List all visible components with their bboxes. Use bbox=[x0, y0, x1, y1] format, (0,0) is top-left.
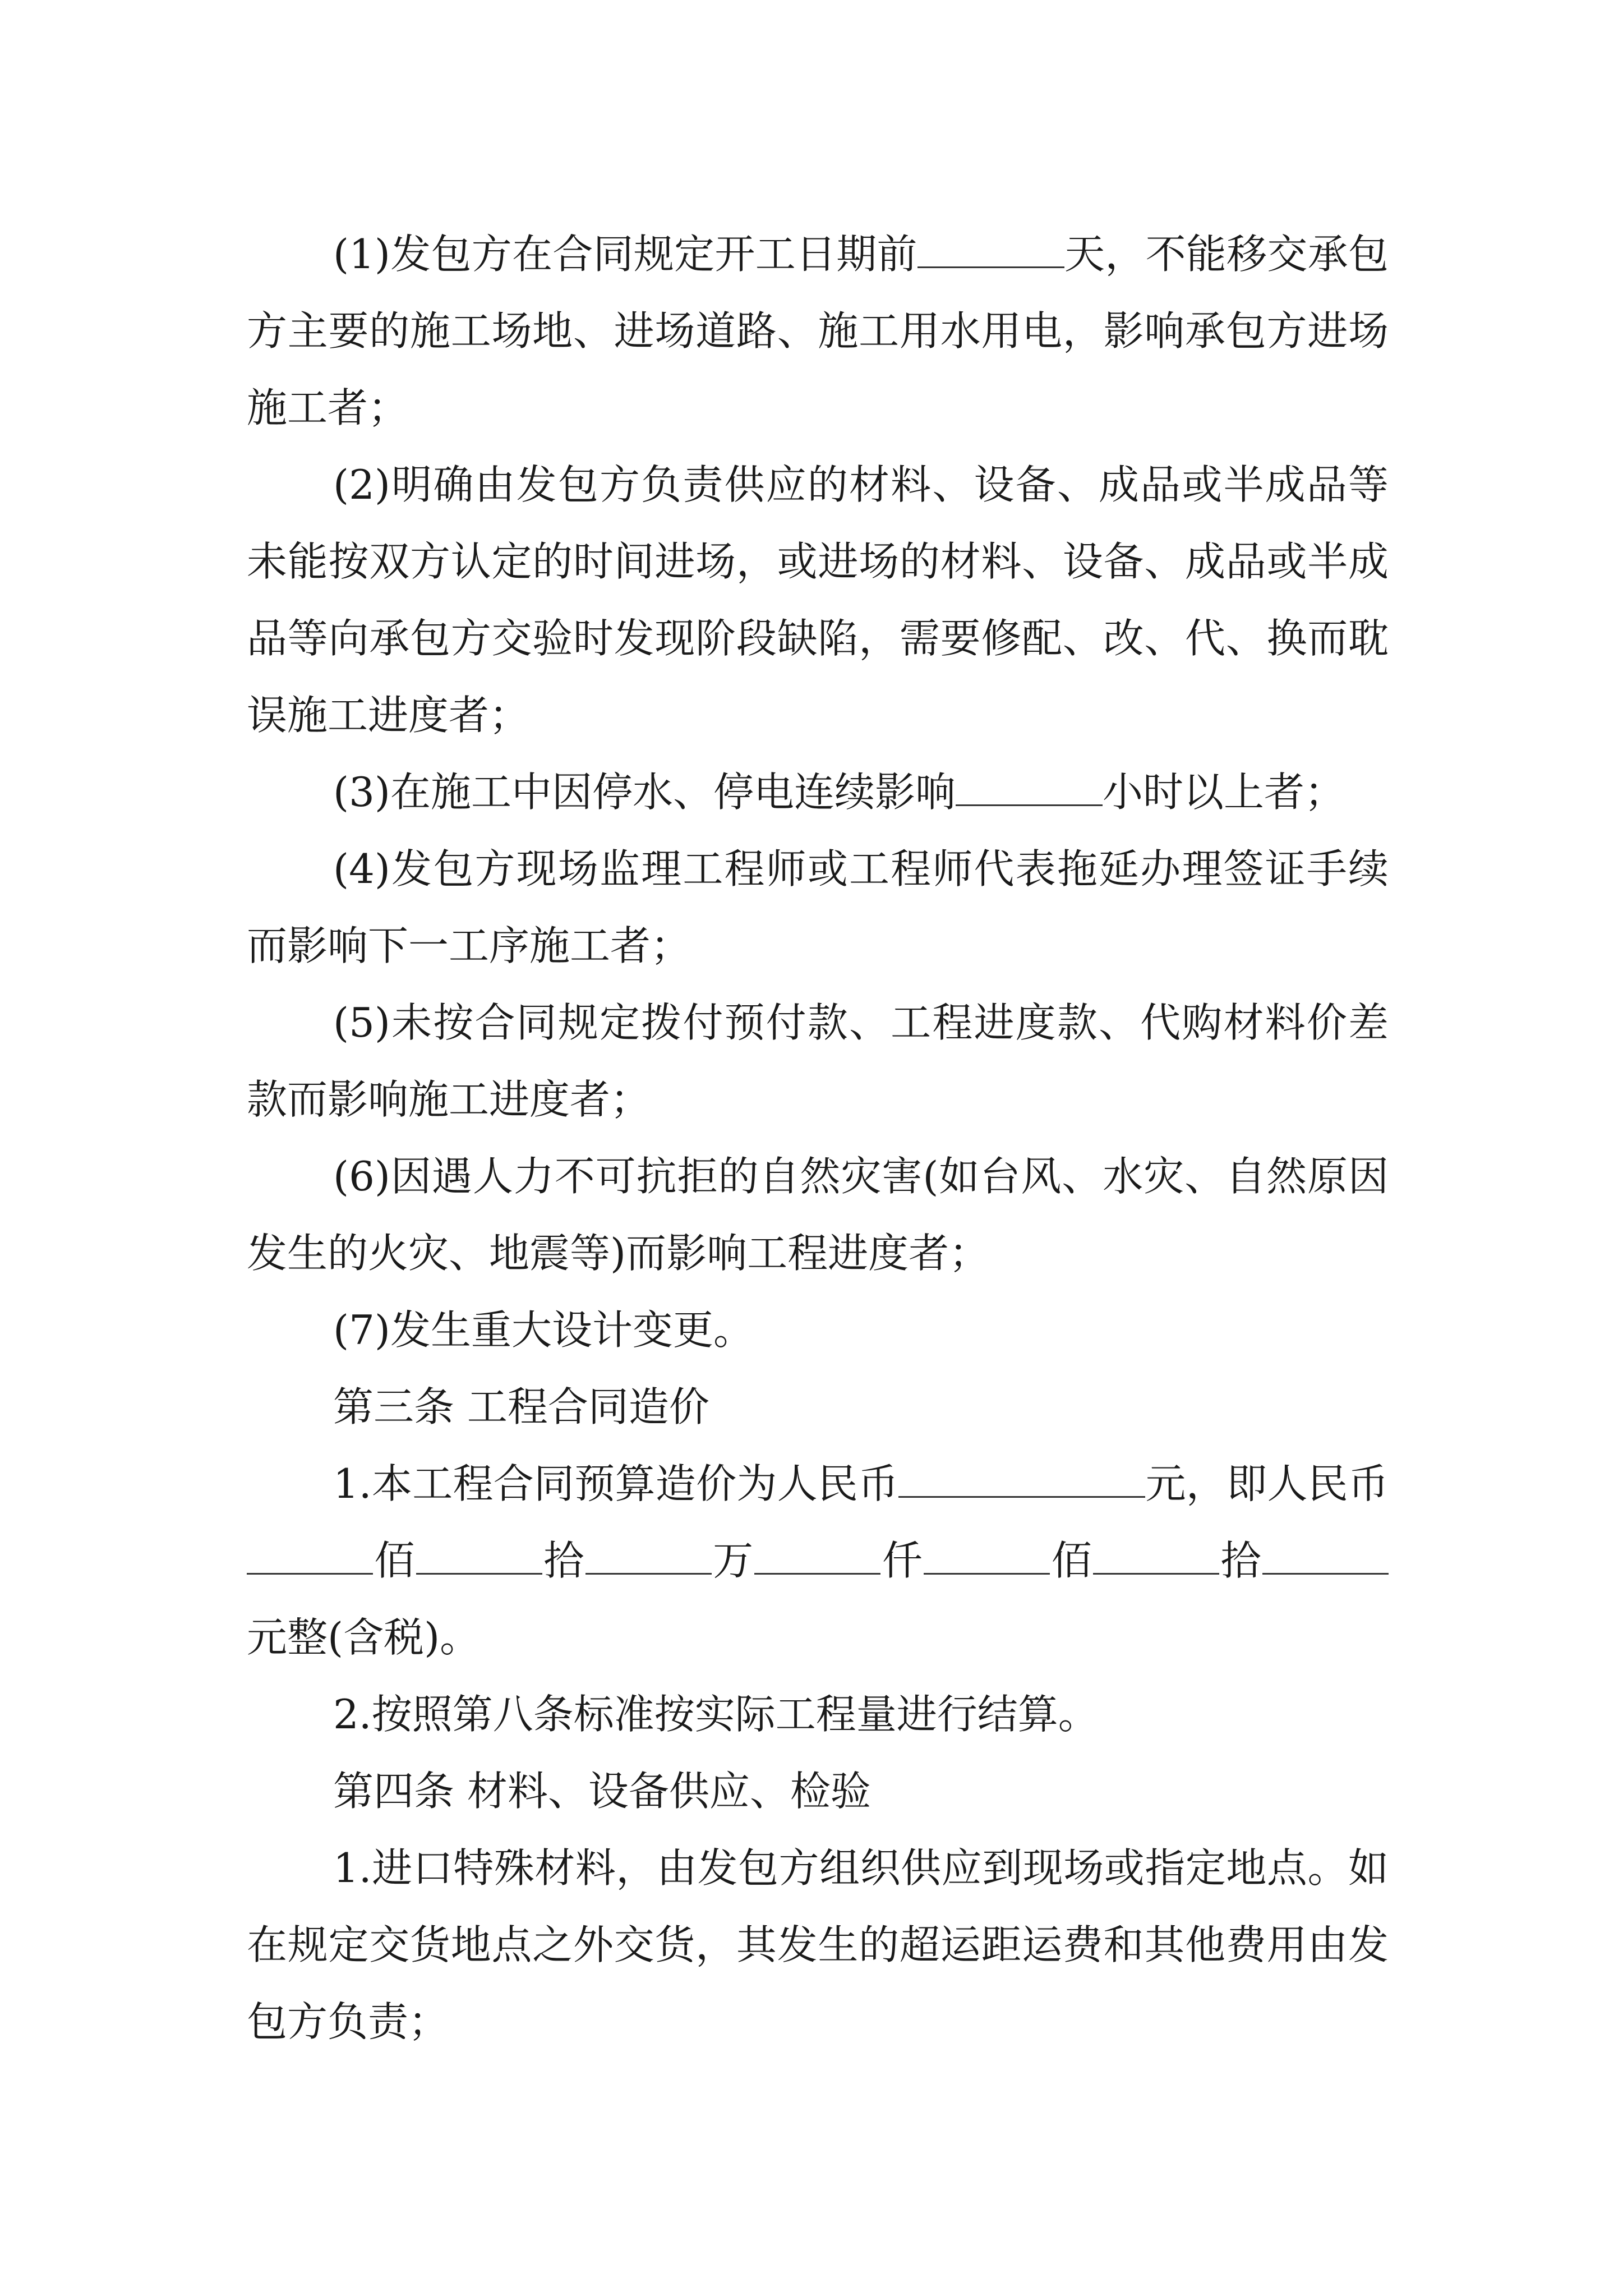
text: (1)发包方在合同规定开工日期前 bbox=[333, 231, 917, 278]
blank-digit bbox=[416, 1539, 542, 1575]
unit-bai: 佰 bbox=[373, 1537, 416, 1584]
clause-payment-delay: (5)未按合同规定拨付预付款、工程进度款、代购材料价差款而影响施工进度者； bbox=[247, 999, 1389, 1123]
text: 天，不能移交承包方主要的施工场地、进场道路、施工用水用电，影响承包方进场施工者； bbox=[247, 231, 1389, 431]
clause-delay-site-handover bbox=[247, 216, 1389, 447]
article-three-heading: 第三条 工程合同造价 bbox=[333, 1383, 709, 1430]
article-four-heading: 第四条 材料、设备供应、检验 bbox=[333, 1768, 871, 1815]
clause-design-change: (7)发生重大设计变更。 bbox=[333, 1306, 754, 1354]
clause-settlement: 2.按照第八条标准按实际工程量进行结算。 bbox=[333, 1691, 1099, 1738]
unit-bai: 佰 bbox=[1050, 1537, 1094, 1584]
blank-digit bbox=[1093, 1539, 1219, 1575]
text: (3)在施工中因停水、停电连续影响 bbox=[333, 769, 956, 816]
clause-supervisor-delay: (4)发包方现场监理工程师或工程师代表拖延办理签证手续而影响下一工序施工者； bbox=[247, 845, 1389, 969]
blank-digit bbox=[1262, 1539, 1389, 1575]
blank-days bbox=[917, 233, 1064, 268]
clause-contract-price bbox=[247, 1446, 1389, 1676]
blank-digit bbox=[924, 1539, 1050, 1575]
clause-imported-materials: 1.进口特殊材料，由发包方组织供应到现场或指定地点。如在规定交货地点之外交货，其发生的超运距运费和其他费用由发包方负责； bbox=[247, 1844, 1389, 2045]
clause-force-majeure: (6)因遇人力不可抗拒的自然灾害(如台风、水灾、自然原因发生的火灾、地震等)而影响工程进度者； bbox=[247, 1153, 1389, 1277]
clause-water-power-outage bbox=[247, 754, 1389, 831]
blank-amount bbox=[898, 1462, 1145, 1498]
unit-qian: 仟 bbox=[880, 1537, 924, 1584]
blank-digit bbox=[754, 1539, 880, 1575]
unit-shi: 拾 bbox=[1219, 1537, 1262, 1584]
blank-digit bbox=[247, 1539, 373, 1575]
unit-wan: 万 bbox=[711, 1537, 755, 1584]
clause-material-supply-delay: (2)明确由发包方负责供应的材料、设备、成品或半成品等未能按双方认定的时间进场，或进场的材料、设备、成品或半成品等向承包方交验时发现阶段缺陷，需要修配、改、代、换而耽误施工进度者； bbox=[247, 461, 1389, 739]
blank-hours bbox=[956, 771, 1103, 806]
text: 元，即人民币 bbox=[1145, 1460, 1389, 1507]
text: 小时以上者； bbox=[1103, 769, 1345, 816]
unit-shi: 拾 bbox=[542, 1537, 585, 1584]
contract-text bbox=[247, 216, 1389, 2060]
text: 元整(含税)。 bbox=[247, 1614, 481, 1661]
blank-digit bbox=[585, 1539, 712, 1575]
text: 1.本工程合同预算造价为人民币 bbox=[333, 1460, 899, 1507]
